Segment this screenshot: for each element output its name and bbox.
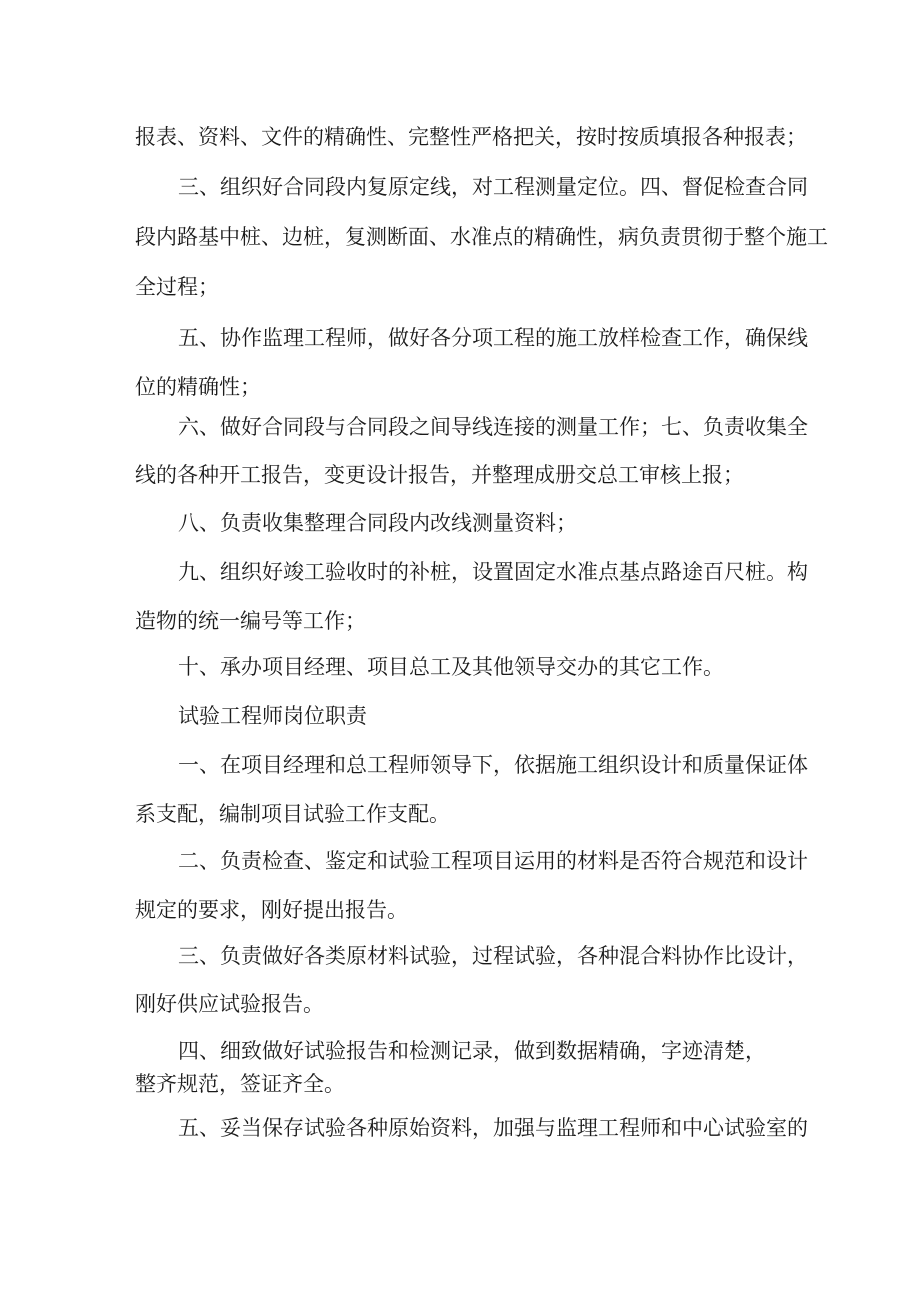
text-line: 十、承办项目经理、项目总工及其他领导交办的其它工作。 — [178, 655, 724, 679]
text-line: 八、负责收集整理合同段内改线测量资料； — [178, 511, 577, 535]
text-line: 整齐规范，签证齐全。 — [135, 1072, 345, 1096]
text-line: 二、负责检查、鉴定和试验工程项目运用的材料是否符合规范和设计 — [178, 849, 808, 873]
section-heading: 试验工程师岗位职责 — [178, 704, 367, 728]
text-line: 线的各种开工报告，变更设计报告，并整理成册交总工审核上报； — [135, 463, 744, 487]
text-line: 九、组织好竣工验收时的补桩，设置固定水准点基点路途百尺桩。构 — [178, 560, 808, 584]
text-line: 三、负责做好各类原材料试验，过程试验，各种混合料协作比设计， — [178, 944, 808, 968]
text-line: 六、做好合同段与合同段之间导线连接的测量工作；七、负责收集全 — [178, 415, 808, 439]
text-line: 规定的要求，刚好提出报告。 — [135, 898, 408, 922]
text-line: 刚好供应试验报告。 — [135, 992, 324, 1016]
text-line: 五、协作监理工程师，做好各分项工程的施工放样检查工作，确保线 — [178, 326, 808, 350]
text-line: 五、妥当保存试验各种原始资料，加强与监理工程师和中心试验室的 — [178, 1116, 808, 1140]
text-line: 全过程； — [135, 275, 219, 299]
text-line: 段内路基中桩、边桩，复测断面、水准点的精确性，病负责贯彻于整个施工 — [135, 225, 828, 249]
text-line: 位的精确性； — [135, 375, 261, 399]
text-line: 造物的统一编号等工作； — [135, 609, 366, 633]
text-line: 一、在项目经理和总工程师领导下，依据施工组织设计和质量保证体 — [178, 753, 808, 777]
text-line: 系支配，编制项目试验工作支配。 — [135, 802, 450, 826]
text-line: 三、组织好合同段内复原定线，对工程测量定位。四、督促检查合同 — [178, 175, 808, 199]
text-line: 四、细致做好试验报告和检测记录，做到数据精确，字迹清楚， — [178, 1039, 766, 1063]
text-line: 报表、资料、文件的精确性、完整性严格把关，按时按质填报各种报表； — [135, 125, 807, 149]
